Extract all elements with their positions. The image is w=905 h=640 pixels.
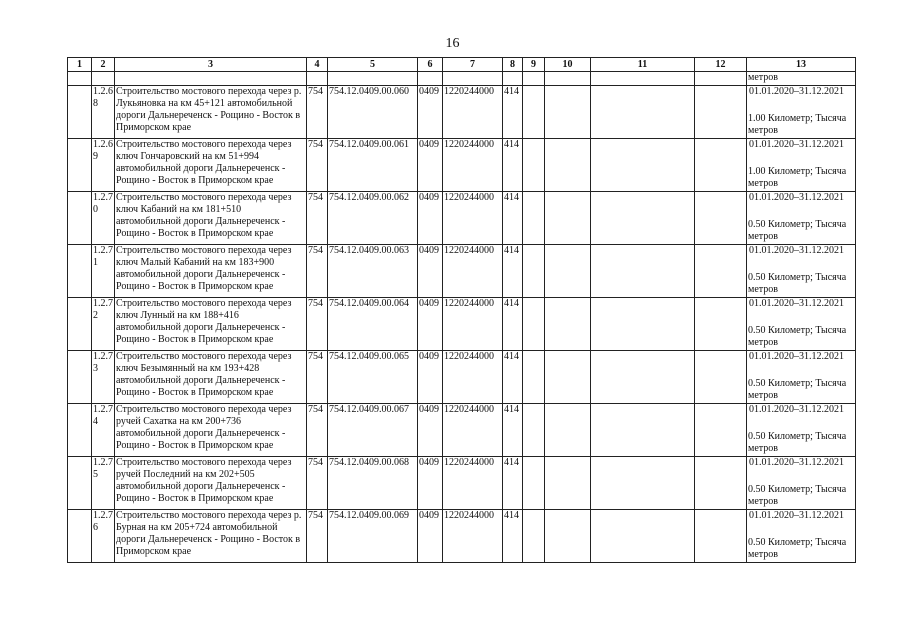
- period-text: 01.01.2020–31.12.2021: [749, 139, 844, 150]
- cell-col5: 754.12.0409.00.063: [328, 245, 418, 298]
- table-row: [68, 404, 856, 457]
- cell-col4: 754: [307, 139, 328, 192]
- item-number: 1.2.72: [92, 298, 115, 351]
- blank-cell: [591, 457, 695, 510]
- measure-text: 0.50 Километр; Тысяча метров: [748, 378, 847, 401]
- blank-cell: [695, 457, 747, 510]
- table-row: [68, 86, 856, 139]
- blank-cell: [523, 86, 545, 139]
- cell-col5: 754.12.0409.00.065: [328, 351, 418, 404]
- blank-cell: [545, 86, 591, 139]
- blank-cell: [68, 139, 92, 192]
- measure-text: 0.50 Километр; Тысяча метров: [748, 431, 847, 454]
- cell-col8: 414: [503, 139, 523, 192]
- continuation-text: метров: [747, 72, 856, 86]
- cell-col7: 1220244000: [443, 86, 503, 139]
- column-header: 4: [307, 58, 328, 72]
- period-text: 01.01.2020–31.12.2021: [749, 86, 844, 97]
- column-header: 11: [591, 58, 695, 72]
- cell-col7: 1220244000: [443, 457, 503, 510]
- blank-cell: [591, 139, 695, 192]
- cell-col7: 1220244000: [443, 510, 503, 563]
- column-header: 10: [545, 58, 591, 72]
- cell-col6: 0409: [418, 404, 443, 457]
- cell-col5: 754.12.0409.00.068: [328, 457, 418, 510]
- blank-cell: [68, 457, 92, 510]
- cell-col13: [747, 298, 856, 351]
- item-description: Строительство мостового перехода через ключ Лунный на км 188+416 автомобильной дороги Дальнереченск - Рощино - Восток в Приморском крае: [115, 298, 307, 351]
- measure-text: 1.00 Километр; Тысяча метров: [748, 166, 847, 189]
- blank-cell: [695, 192, 747, 245]
- column-header: 2: [92, 58, 115, 72]
- cell-col4: 754: [307, 86, 328, 139]
- cell-col6: 0409: [418, 298, 443, 351]
- measure-text: 0.50 Километр; Тысяча метров: [748, 272, 847, 295]
- blank-cell: [523, 245, 545, 298]
- item-description: Строительство мостового перехода через ключ Безымянный на км 193+428 автомобильной дороги Дальнереченск - Рощино - Восток в Приморском крае: [115, 351, 307, 404]
- blank-cell: [523, 404, 545, 457]
- cell-col7: 1220244000: [443, 404, 503, 457]
- blank-cell: [695, 510, 747, 563]
- blank-cell: [68, 510, 92, 563]
- cell-col8: 414: [503, 192, 523, 245]
- table-row: [68, 298, 856, 351]
- cell-col4: 754: [307, 298, 328, 351]
- blank-cell: [523, 351, 545, 404]
- cell-col5: 754.12.0409.00.062: [328, 192, 418, 245]
- cell-col5: 754.12.0409.00.069: [328, 510, 418, 563]
- cell-col7: 1220244000: [443, 351, 503, 404]
- blank-cell: [695, 86, 747, 139]
- table-row: [68, 139, 856, 192]
- cell-col4: 754: [307, 351, 328, 404]
- blank-cell: [591, 192, 695, 245]
- item-description: Строительство мостового перехода через ручей Последний на км 202+505 автомобильной дороги Дальнереченск - Рощино - Восток в Приморском крае: [115, 457, 307, 510]
- item-number: 1.2.74: [92, 404, 115, 457]
- cell-col8: 414: [503, 86, 523, 139]
- cell-col13: [747, 139, 856, 192]
- cell-col8: 414: [503, 457, 523, 510]
- cell-col6: 0409: [418, 457, 443, 510]
- measure-text: 0.50 Километр; Тысяча метров: [748, 325, 847, 348]
- blank-cell: [545, 351, 591, 404]
- cell-col6: 0409: [418, 510, 443, 563]
- blank-cell: [68, 245, 92, 298]
- cell-col13: [747, 351, 856, 404]
- cell-col4: 754: [307, 457, 328, 510]
- blank-cell: [523, 192, 545, 245]
- column-header: 6: [418, 58, 443, 72]
- cell-col13: [747, 404, 856, 457]
- blank-cell: [68, 192, 92, 245]
- cell-col13: [747, 86, 856, 139]
- table-row: [68, 351, 856, 404]
- cell-col6: 0409: [418, 86, 443, 139]
- cell-col5: 754.12.0409.00.064: [328, 298, 418, 351]
- measure-text: 0.50 Километр; Тысяча метров: [748, 484, 847, 507]
- blank-cell: [591, 86, 695, 139]
- blank-cell: [68, 404, 92, 457]
- item-description: Строительство мостового перехода через р. Лукьяновка на км 45+121 автомобильной дороги Дальнереченск - Рощино - Восток в Приморском крае: [115, 86, 307, 139]
- period-text: 01.01.2020–31.12.2021: [749, 404, 844, 415]
- blank-cell: [545, 298, 591, 351]
- item-number: 1.2.73: [92, 351, 115, 404]
- cell-col8: 414: [503, 298, 523, 351]
- table-row: [68, 192, 856, 245]
- blank-cell: [545, 139, 591, 192]
- blank-cell: [591, 351, 695, 404]
- cell-col13: [747, 457, 856, 510]
- period-text: 01.01.2020–31.12.2021: [749, 245, 844, 256]
- blank-cell: [695, 139, 747, 192]
- column-header: 3: [115, 58, 307, 72]
- blank-cell: [695, 298, 747, 351]
- cell-col7: 1220244000: [443, 192, 503, 245]
- item-number: 1.2.71: [92, 245, 115, 298]
- blank-cell: [545, 457, 591, 510]
- blank-cell: [545, 192, 591, 245]
- column-header: 9: [523, 58, 545, 72]
- period-text: 01.01.2020–31.12.2021: [749, 298, 844, 309]
- cell-col4: 754: [307, 404, 328, 457]
- item-number: 1.2.70: [92, 192, 115, 245]
- blank-cell: [695, 404, 747, 457]
- period-text: 01.01.2020–31.12.2021: [749, 351, 844, 362]
- column-header: 7: [443, 58, 503, 72]
- item-number: 1.2.69: [92, 139, 115, 192]
- continuation-row: [68, 72, 856, 86]
- column-header: 12: [695, 58, 747, 72]
- cell-col4: 754: [307, 245, 328, 298]
- blank-cell: [68, 86, 92, 139]
- column-header: 1: [68, 58, 92, 72]
- cell-col13: [747, 245, 856, 298]
- blank-cell: [591, 404, 695, 457]
- blank-cell: [523, 298, 545, 351]
- blank-cell: [695, 245, 747, 298]
- registry-table: [67, 57, 856, 563]
- cell-col8: 414: [503, 351, 523, 404]
- cell-col5: 754.12.0409.00.061: [328, 139, 418, 192]
- table-row: [68, 457, 856, 510]
- blank-cell: [545, 245, 591, 298]
- cell-col6: 0409: [418, 139, 443, 192]
- blank-cell: [523, 457, 545, 510]
- cell-col8: 414: [503, 510, 523, 563]
- blank-cell: [695, 351, 747, 404]
- measure-text: 0.50 Километр; Тысяча метров: [748, 219, 847, 242]
- cell-col8: 414: [503, 404, 523, 457]
- cell-col13: [747, 192, 856, 245]
- item-number: 1.2.76: [92, 510, 115, 563]
- measure-text: 0.50 Километр; Тысяча метров: [748, 537, 847, 560]
- cell-col6: 0409: [418, 192, 443, 245]
- cell-col13: [747, 510, 856, 563]
- column-header: 8: [503, 58, 523, 72]
- column-header: 5: [328, 58, 418, 72]
- cell-col7: 1220244000: [443, 298, 503, 351]
- blank-cell: [545, 510, 591, 563]
- column-header: 13: [747, 58, 856, 72]
- period-text: 01.01.2020–31.12.2021: [749, 457, 844, 468]
- blank-cell: [591, 298, 695, 351]
- blank-cell: [68, 351, 92, 404]
- blank-cell: [545, 404, 591, 457]
- cell-col8: 414: [503, 245, 523, 298]
- item-description: Строительство мостового перехода через ключ Кабаний на км 181+510 автомобильной дороги Дальнереченск - Рощино - Восток в Приморском крае: [115, 192, 307, 245]
- cell-col7: 1220244000: [443, 139, 503, 192]
- cell-col7: 1220244000: [443, 245, 503, 298]
- blank-cell: [68, 298, 92, 351]
- period-text: 01.01.2020–31.12.2021: [749, 192, 844, 203]
- item-description: Строительство мостового перехода через ключ Гончаровский на км 51+994 автомобильной дороги Дальнереченск - Рощино - Восток в Приморском крае: [115, 139, 307, 192]
- cell-col6: 0409: [418, 351, 443, 404]
- measure-text: 1.00 Километр; Тысяча метров: [748, 113, 847, 136]
- cell-col4: 754: [307, 510, 328, 563]
- blank-cell: [591, 245, 695, 298]
- item-description: Строительство мостового перехода через ключ Малый Кабаний на км 183+900 автомобильной дороги Дальнереченск - Рощино - Восток в Приморском крае: [115, 245, 307, 298]
- page-number: 16: [445, 36, 460, 51]
- period-text: 01.01.2020–31.12.2021: [749, 510, 844, 521]
- item-description: Строительство мостового перехода через ручей Сахатка на км 200+736 автомобильной дороги Дальнереченск - Рощино - Восток в Приморском крае: [115, 404, 307, 457]
- item-number: 1.2.68: [92, 86, 115, 139]
- blank-cell: [523, 139, 545, 192]
- table-row: [68, 245, 856, 298]
- header-row: [68, 58, 856, 72]
- cell-col5: 754.12.0409.00.060: [328, 86, 418, 139]
- cell-col5: 754.12.0409.00.067: [328, 404, 418, 457]
- blank-cell: [591, 510, 695, 563]
- blank-cell: [523, 510, 545, 563]
- cell-col4: 754: [307, 192, 328, 245]
- item-description: Строительство мостового перехода через р. Бурная на км 205+724 автомобильной дороги Дальнереченск - Рощино - Восток в Приморском крае: [115, 510, 307, 563]
- table-row: [68, 510, 856, 563]
- item-number: 1.2.75: [92, 457, 115, 510]
- cell-col6: 0409: [418, 245, 443, 298]
